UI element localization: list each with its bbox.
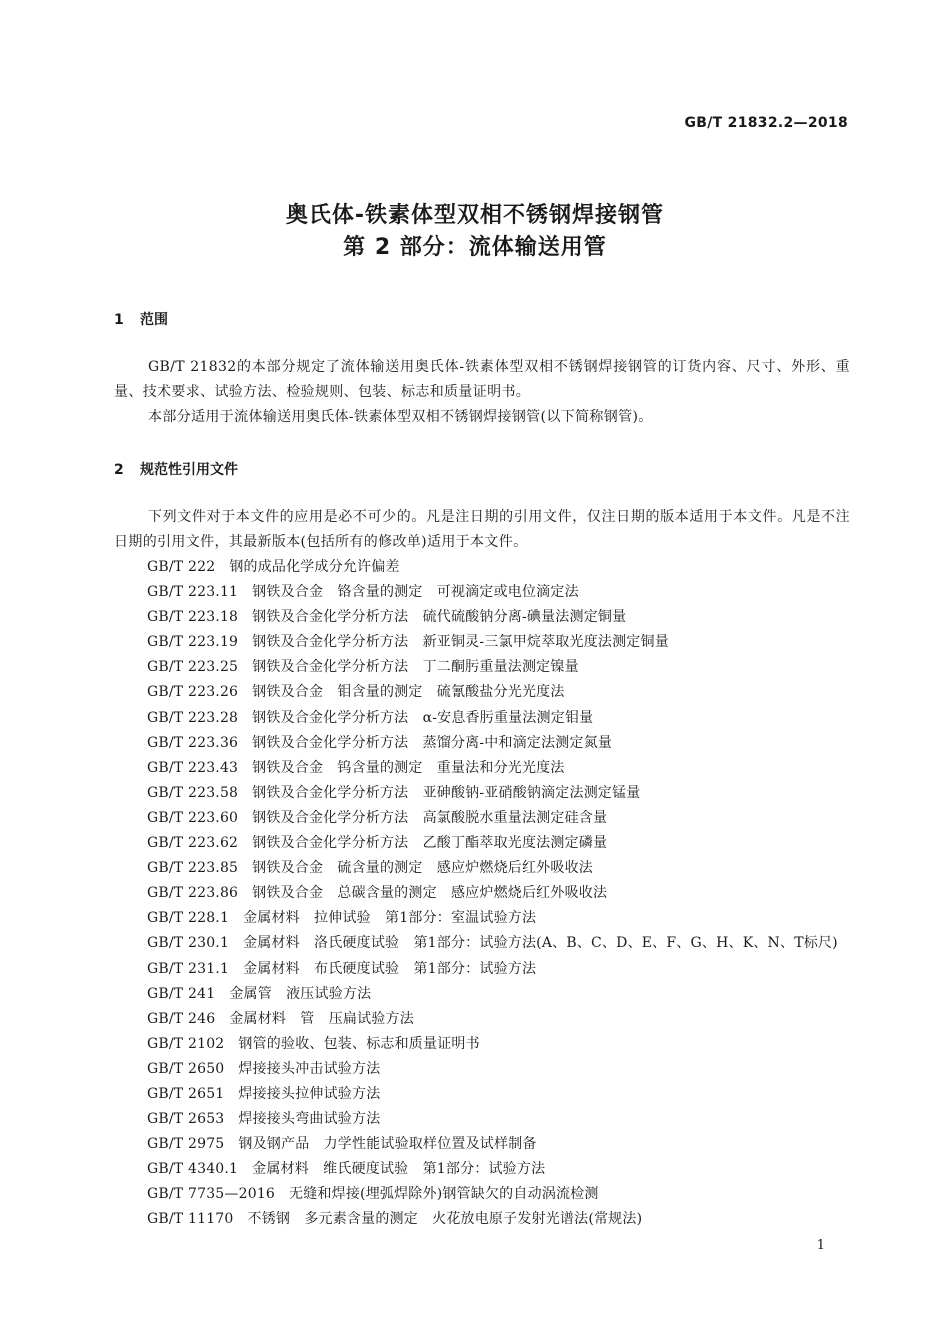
reference-title: 钢铁及合金化学分析方法 蒸馏分离-中和滴定法测定氮量 xyxy=(252,734,613,751)
reference-code: GB/T 223.36 xyxy=(147,734,239,751)
reference-item xyxy=(147,931,838,956)
reference-code: GB/T 223.60 xyxy=(147,809,239,826)
reference-title: 钢铁及合金化学分析方法 高氯酸脱水重量法测定硅含量 xyxy=(252,809,608,826)
reference-item xyxy=(147,957,838,982)
reference-item xyxy=(147,1057,838,1082)
reference-code: GB/T 230.1 xyxy=(147,935,230,952)
section-number: 2 xyxy=(114,462,124,478)
reference-code: GB/T 241 xyxy=(147,985,216,1002)
reference-item xyxy=(147,906,838,931)
reference-code: GB/T 223.19 xyxy=(147,634,239,651)
reference-item xyxy=(147,630,838,655)
reference-item xyxy=(147,831,838,856)
reference-code: GB/T 223.58 xyxy=(147,784,239,801)
reference-item xyxy=(147,982,838,1007)
references-intro-paragraph: 下列文件对于本文件的应用是必不可少的。凡是注日期的引用文件，仅注日期的版本适用于本文件。凡是不注日期的引用文件，其最新版本(包括所有的修改单)适用于本文件。 xyxy=(114,509,850,550)
reference-code: GB/T 223.11 xyxy=(147,584,239,601)
reference-title: 钢铁及合金化学分析方法 α-安息香肟重量法测定钼量 xyxy=(252,709,594,726)
reference-item xyxy=(147,756,838,781)
reference-title: 无缝和焊接(埋弧焊除外)钢管缺欠的自动涡流检测 xyxy=(289,1186,599,1203)
section-number: 1 xyxy=(114,312,124,328)
reference-code: GB/T 223.26 xyxy=(147,684,239,701)
reference-code: GB/T 2975 xyxy=(147,1136,225,1153)
reference-item xyxy=(147,655,838,680)
reference-title: 钢铁及合金化学分析方法 亚砷酸钠-亚硝酸钠滴定法测定锰量 xyxy=(252,784,641,801)
reference-item xyxy=(147,1007,838,1032)
reference-code: GB/T 231.1 xyxy=(147,960,230,977)
reference-list xyxy=(147,555,838,1233)
reference-code: GB/T 223.25 xyxy=(147,659,239,676)
reference-title: 钢及钢产品 力学性能试验取样位置及试样制备 xyxy=(238,1136,537,1153)
reference-title: 金属材料 维氏硬度试验 第1部分：试验方法 xyxy=(252,1161,546,1178)
reference-code: GB/T 223.43 xyxy=(147,759,239,776)
reference-item xyxy=(147,1182,838,1207)
reference-item xyxy=(147,706,838,731)
reference-code: GB/T 7735—2016 xyxy=(147,1186,276,1203)
reference-item xyxy=(147,680,838,705)
page-number: 1 xyxy=(816,1238,825,1253)
reference-title: 焊接接头拉伸试验方法 xyxy=(238,1085,381,1102)
document-title-line-1: 奥氏体-铁素体型双相不锈钢焊接钢管 xyxy=(285,203,665,228)
reference-title: 金属材料 拉伸试验 第1部分：室温试验方法 xyxy=(243,910,537,927)
reference-code: GB/T 11170 xyxy=(147,1211,234,1228)
reference-title: 钢铁及合金 总碳含量的测定 感应炉燃烧后红外吸收法 xyxy=(252,885,608,902)
reference-title: 焊接接头弯曲试验方法 xyxy=(238,1111,381,1128)
reference-title: 金属材料 洛氏硬度试验 第1部分：试验方法(A、B、C、D、E、F、G、H、K、N、T标尺) xyxy=(243,935,838,952)
reference-title: 钢铁及合金 钨含量的测定 重量法和分光光度法 xyxy=(252,759,565,776)
reference-title: 金属管 液压试验方法 xyxy=(229,985,372,1002)
reference-title: 不锈钢 多元素含量的测定 火花放电原子发射光谱法(常规法) xyxy=(247,1211,643,1228)
reference-code: GB/T 4340.1 xyxy=(147,1161,239,1178)
reference-title: 钢铁及合金化学分析方法 硫代硫酸钠分离-碘量法测定铜量 xyxy=(252,609,627,626)
reference-title: 钢铁及合金化学分析方法 新亚铜灵-三氯甲烷萃取光度法测定铜量 xyxy=(252,634,669,651)
reference-code: GB/T 223.28 xyxy=(147,709,239,726)
section-heading-scope xyxy=(114,309,168,329)
section-heading-normative-references xyxy=(114,459,238,479)
reference-item xyxy=(147,1207,838,1232)
reference-item xyxy=(147,781,838,806)
reference-code: GB/T 2651 xyxy=(147,1085,225,1102)
document-title-line-2: 第 2 部分：流体输送用管 xyxy=(343,235,607,260)
reference-title: 钢铁及合金 硫含量的测定 感应炉燃烧后红外吸收法 xyxy=(252,860,593,877)
reference-code: GB/T 228.1 xyxy=(147,910,230,927)
reference-item xyxy=(147,731,838,756)
reference-item xyxy=(147,881,838,906)
reference-code: GB/T 223.62 xyxy=(147,835,239,852)
standard-code: GB/T 21832.2—2018 xyxy=(684,115,848,131)
reference-item xyxy=(147,555,838,580)
reference-item xyxy=(147,856,838,881)
reference-code: GB/T 2653 xyxy=(147,1111,225,1128)
reference-title: 钢铁及合金 钼含量的测定 硫氰酸盐分光光度法 xyxy=(252,684,565,701)
section-title: 范围 xyxy=(140,312,168,328)
reference-code: GB/T 2102 xyxy=(147,1035,225,1052)
reference-title: 金属材料 管 压扁试验方法 xyxy=(229,1010,414,1027)
reference-code: GB/T 223.86 xyxy=(147,885,239,902)
reference-title: 钢铁及合金化学分析方法 乙酸丁酯萃取光度法测定磷量 xyxy=(252,835,608,852)
reference-code: GB/T 223.18 xyxy=(147,609,239,626)
reference-code: GB/T 222 xyxy=(147,559,216,575)
reference-title: 钢铁及合金化学分析方法 丁二酮肟重量法测定镍量 xyxy=(252,659,579,676)
scope-paragraph-1: GB/T 21832的本部分规定了流体输送用奥氏体-铁素体型双相不锈钢焊接钢管的订货内容、尺寸、外形、重量、技术要求、试验方法、检验规则、包装、标志和质量证明书。 xyxy=(114,359,850,400)
reference-title: 钢管的验收、包装、标志和质量证明书 xyxy=(238,1035,480,1052)
reference-item xyxy=(147,806,838,831)
reference-code: GB/T 223.85 xyxy=(147,860,239,877)
scope-paragraph-2: 本部分适用于流体输送用奥氏体-铁素体型双相不锈钢焊接钢管(以下简称钢管)。 xyxy=(148,409,653,425)
reference-item xyxy=(147,1082,838,1107)
reference-title: 金属材料 布氏硬度试验 第1部分：试验方法 xyxy=(243,960,537,977)
reference-item xyxy=(147,1132,838,1157)
section-title: 规范性引用文件 xyxy=(140,462,238,478)
reference-title: 钢的成品化学成分允许偏差 xyxy=(229,559,400,575)
reference-item xyxy=(147,580,838,605)
reference-title: 钢铁及合金 铬含量的测定 可视滴定或电位滴定法 xyxy=(252,584,579,601)
reference-item xyxy=(147,1032,838,1057)
reference-item xyxy=(147,605,838,630)
reference-code: GB/T 246 xyxy=(147,1010,216,1027)
reference-title: 焊接接头冲击试验方法 xyxy=(238,1060,381,1077)
reference-item xyxy=(147,1107,838,1132)
reference-item xyxy=(147,1157,838,1182)
reference-code: GB/T 2650 xyxy=(147,1060,225,1077)
